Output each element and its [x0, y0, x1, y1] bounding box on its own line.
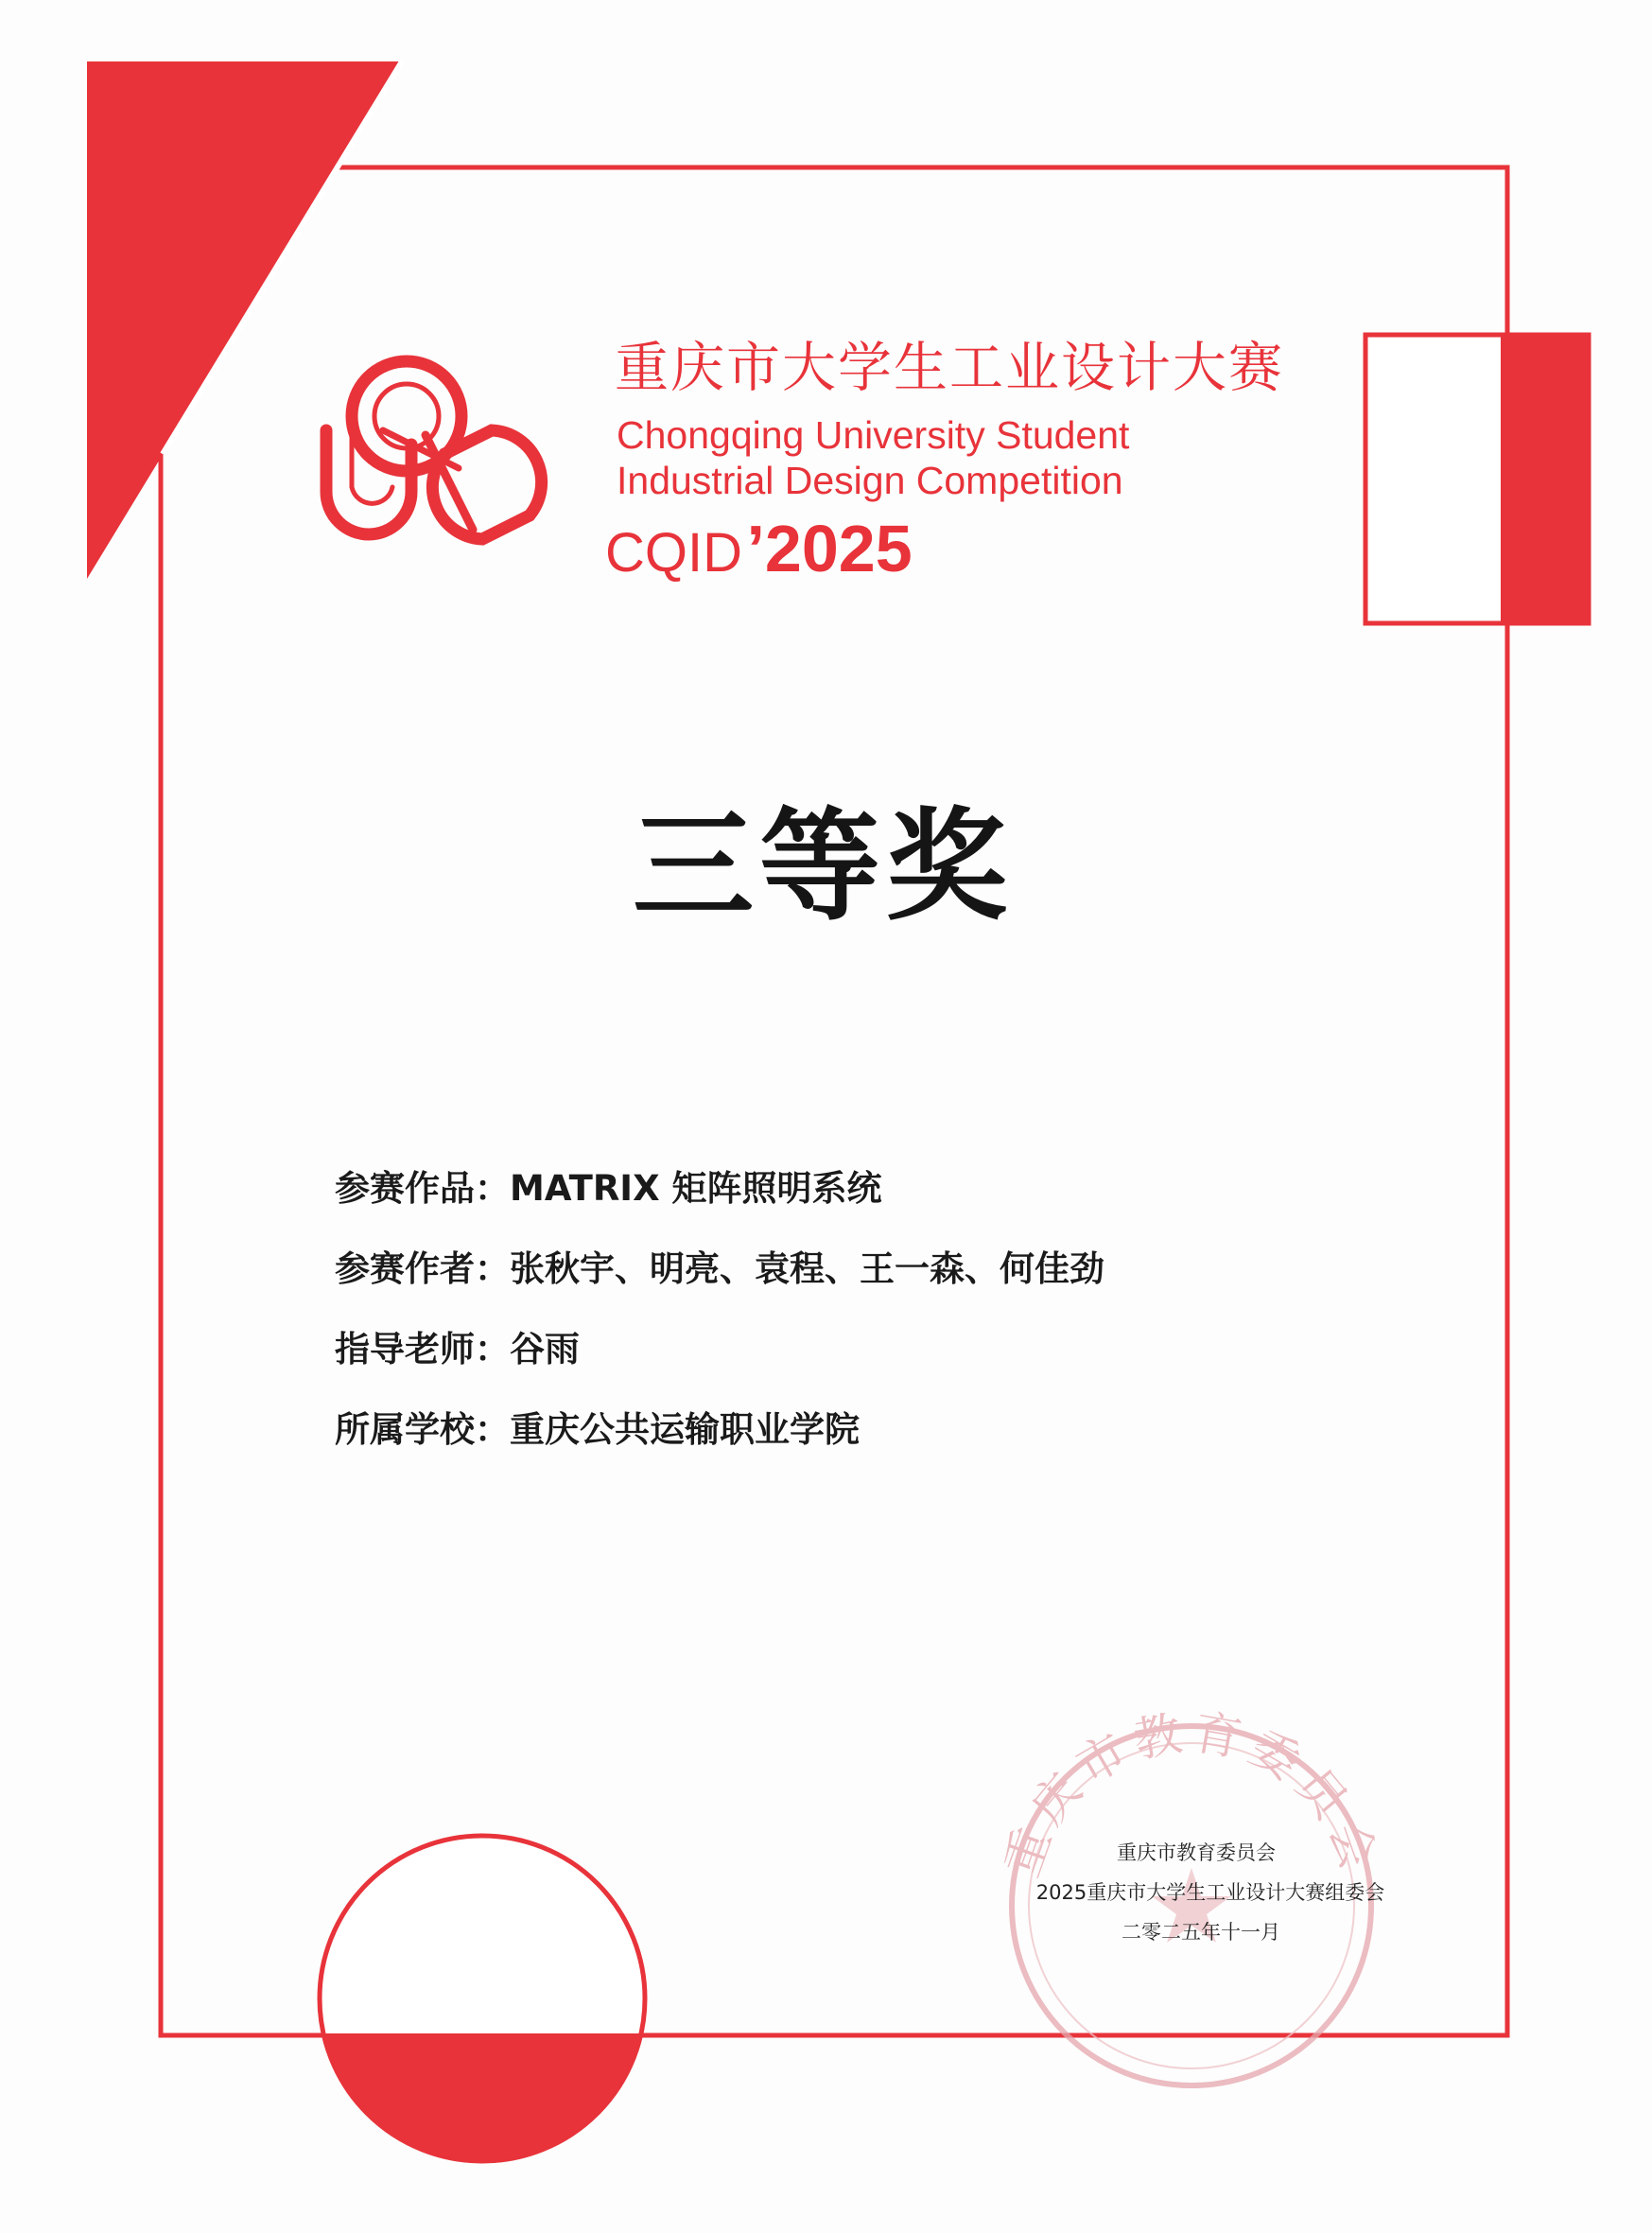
detail-value: 谷雨 [510, 1329, 580, 1369]
detail-label: 参赛作品： [335, 1168, 510, 1209]
detail-label: 参赛作者： [335, 1248, 510, 1289]
issuer-block [983, 1833, 1437, 1952]
issuer-org-2: 2025重庆市大学生工业设计大赛组委会 [1035, 1881, 1385, 1904]
competition-name-cn: 重庆市大学生工业设计大赛 [615, 337, 1284, 399]
detail-value: MATRIX 矩阵照明系统 [510, 1168, 882, 1209]
award-title: 三等奖 [632, 796, 1013, 937]
cqid-logo [326, 361, 542, 539]
award-details [335, 1165, 1104, 1487]
detail-label: 指导老师： [335, 1329, 510, 1369]
issuer-org-1: 重庆市教育委员会 [1117, 1841, 1276, 1864]
detail-row-work [335, 1165, 1104, 1246]
detail-value: 重庆公共运输职业学院 [510, 1409, 860, 1450]
detail-row-authors [335, 1246, 1104, 1326]
competition-code-text: CQID [605, 522, 742, 584]
detail-label: 所属学校： [335, 1409, 510, 1450]
svg-text:重庆市教育委员会: 重庆市教育委员会 [994, 1704, 1389, 1884]
competition-name-en-line2: Industrial Design Competition [617, 459, 1123, 502]
bottom-circle-fill [303, 2033, 662, 2223]
competition-year: ’2025 [746, 512, 913, 585]
detail-value: 张秋宇、明亮、袁程、王一森、何佳劲 [510, 1248, 1104, 1289]
detail-row-advisor [335, 1326, 1104, 1406]
side-tab-fill [1501, 335, 1589, 623]
issue-date: 二零二五年十一月 [1122, 1921, 1280, 1944]
competition-code [605, 511, 913, 591]
competition-name-en-line1: Chongqing University Student [617, 413, 1130, 457]
detail-row-school [335, 1406, 1104, 1487]
